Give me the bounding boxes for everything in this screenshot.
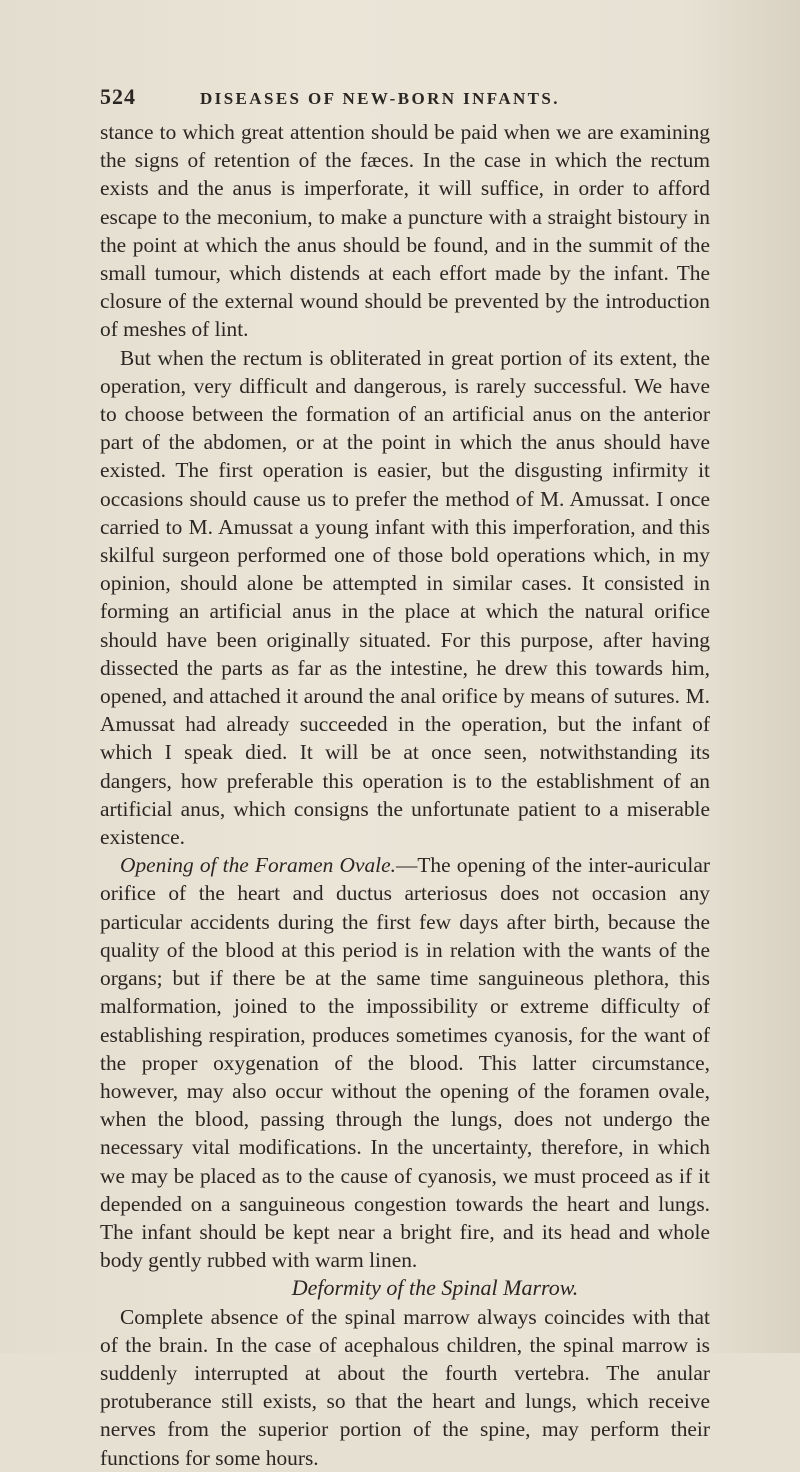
page-header (100, 84, 700, 110)
running-head: DISEASES OF NEW-BORN INFANTS. (200, 89, 560, 108)
paragraph-2: But when the rectum is obliterated in great portion of its extent, the operation, very difficult and dangerous, is rarely successful. We have to choose between the formation of an artificial anus on the anterior part of the abdomen, or at the point in which the anus should have existed. The first operation is easier, but the disgusting infirmity it occasions should cause us to prefer the method of M. Amussat. I once carried to M. Amussat a young infant with this imperforation, and this skilful surgeon performed one of those bold operations which, in my opinion, should alone be attempted in similar cases. It consisted in forming an artificial anus in the place at which the natural orifice should have been originally situated. For this purpose, after having dissected the parts as far as the intestine, he drew this towards him, opened, and attached it around the anal orifice by means of sutures. M. Amussat had already succeeded in the operation, but the infant of which I speak died. It will be at once seen, notwithstanding its dangers, how preferable this operation is to the establishment of an artificial anus, which consigns the unfortunate patient to a miserable existence. (100, 345, 710, 850)
paragraph-1: stance to which great attention should be paid when we are examining the signs of retention of the fæces. In the case in which the rectum exists and the anus is imperforate, it will suffice, in order to afford escape to the meconium, to make a puncture with a straight bistoury in the point at which the anus should be found, and in the summit of the small tumour, which distends at each effort made by the infant. The closure of the external wound should be prevented by the introduction of meshes of lint. (100, 120, 710, 342)
paragraph-4: Complete absence of the spinal marrow always coincides with that of the brain. In the case of acephalous children, the spinal marrow is suddenly interrupted at about the fourth vertebra. The anular protuberance still exists, so that the heart and lungs, which receive nerves from the superior portion of the spine, may perform their functions for some hours. (100, 1304, 710, 1470)
section-heading: Deformity of the Spinal Marrow. (291, 1275, 579, 1301)
paragraph-3-title: Opening of the Foramen Ovale. (120, 853, 396, 878)
paragraph-3 (100, 851, 710, 1274)
paragraph-3-text: —The opening of the inter-auricular orifice of the heart and ductus arteriosus does not occasion any particular accidents during the first few days after birth, because the quality of the blood at this period is in relation with the wants of the organs; but if there be at the same time sanguineous plethora, this malformation, joined to the impossibility or extreme difficulty of establishing respiration, produces sometimes cyanosis, for the want of the proper oxygenation of the blood. This latter circumstance, however, may also occur without the opening of the foramen ovale, when the blood, passing through the lungs, does not undergo the necessary vital modifications. In the uncertainty, therefore, in which we may be placed as to the cause of cyanosis, we must proceed as if it depended on a sanguineous congestion towards the heart and lungs. The infant should be kept near a bright fire, and its head and whole body gently rubbed with warm linen. (100, 853, 710, 1273)
body-text (100, 118, 710, 1472)
page-number: 524 (100, 84, 136, 109)
